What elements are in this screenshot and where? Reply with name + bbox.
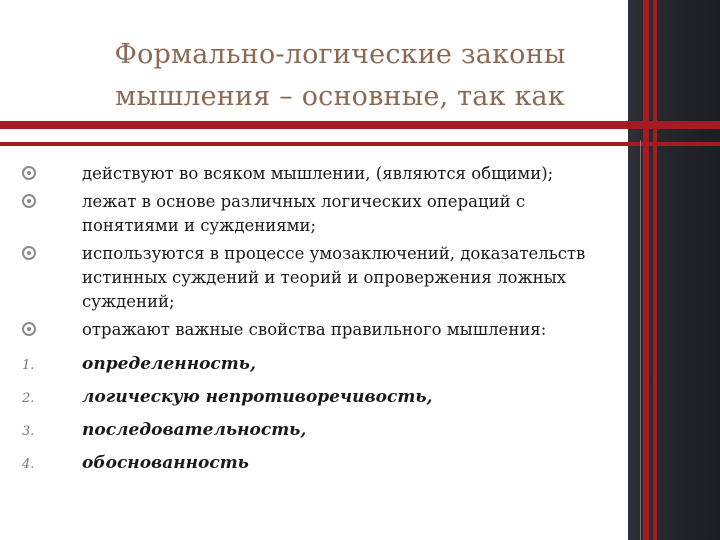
circle-bullet-icon — [22, 246, 36, 260]
circle-bullet-icon — [22, 322, 36, 336]
title-line-1: Формально-логические законы — [114, 39, 566, 70]
divider-line — [640, 140, 641, 540]
list-number: 3. — [22, 424, 35, 439]
slide-title — [60, 34, 620, 118]
numbered-item — [0, 451, 610, 475]
numbered-item-text: логическую непротиворечивость, — [82, 387, 433, 407]
numbered-item-text: обоснованность — [82, 453, 249, 473]
title-line-2: мышления – основные, так как — [115, 81, 565, 112]
slide-body — [0, 162, 610, 484]
bullet-item — [0, 242, 610, 314]
bullet-text-line: суждений; — [82, 292, 175, 311]
numbered-item-text: определенность, — [82, 354, 256, 374]
bullet-text-line: отражают важные свойства правильного мышления: — [82, 320, 547, 339]
list-number: 1. — [22, 358, 35, 373]
red-vertical-stripe-thin — [653, 0, 657, 540]
red-horizontal-stripe — [0, 121, 720, 129]
bullet-text-line: истинных суждений и теорий и опровержения ложных — [82, 268, 567, 287]
bullet-text-line: используются в процессе умозаключений, доказательств — [82, 244, 586, 263]
dark-side-panel — [628, 0, 720, 540]
bullet-text-line: понятиями и суждениями; — [82, 216, 317, 235]
bullet-item — [0, 318, 610, 342]
circle-bullet-icon — [22, 194, 36, 208]
numbered-item — [0, 418, 610, 442]
numbered-item-text: последовательность, — [82, 420, 307, 440]
red-vertical-stripe — [643, 0, 649, 540]
circle-bullet-icon — [22, 166, 36, 180]
bullet-item — [0, 162, 610, 186]
list-number: 2. — [22, 391, 35, 406]
red-horizontal-stripe-thin — [0, 142, 720, 146]
list-number: 4. — [22, 457, 35, 472]
bullet-text-line: действуют во всяком мышлении, (являются общими); — [82, 164, 554, 183]
bullet-item — [0, 190, 610, 238]
numbered-item — [0, 352, 610, 376]
numbered-item — [0, 385, 610, 409]
bullet-text-line: лежат в основе различных логических операций с — [82, 192, 526, 211]
